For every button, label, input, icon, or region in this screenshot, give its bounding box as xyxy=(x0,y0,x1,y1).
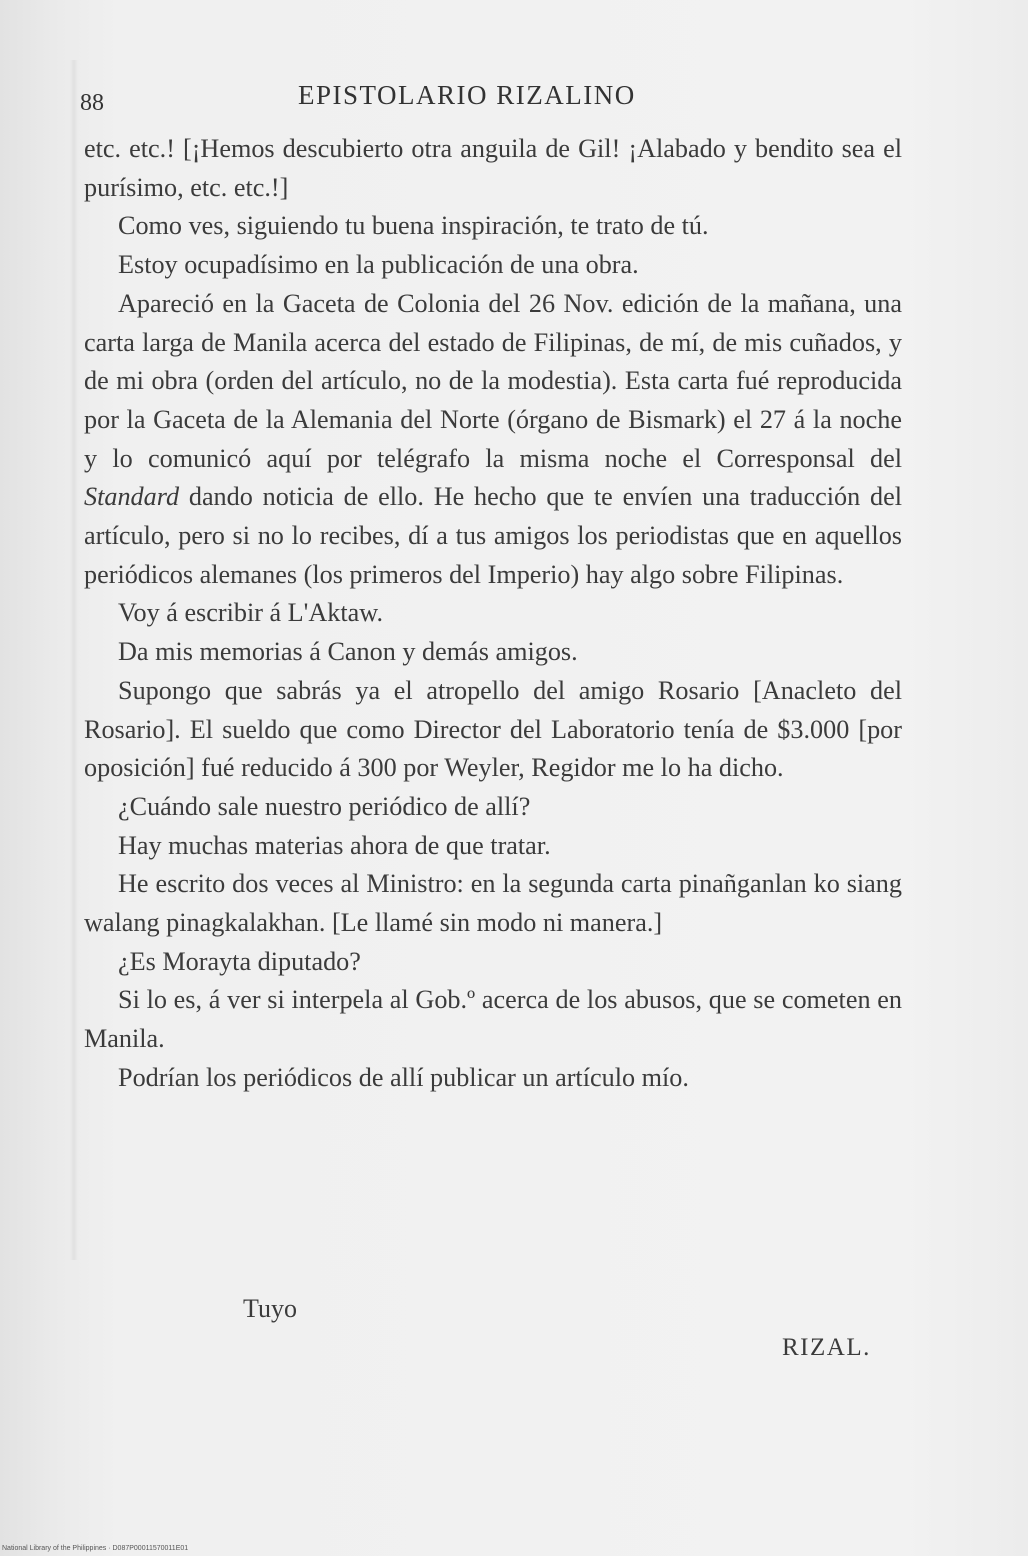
paragraph-3: Estoy ocupadísimo en la publicación de una obra. xyxy=(118,250,639,280)
page-header xyxy=(80,80,900,120)
scan-footer: National Library of the Philippines · D087P00011570011E01 xyxy=(2,1545,189,1552)
running-title: EPISTOLARIO RIZALINO xyxy=(298,80,636,110)
paragraph-13: Podrían los periódicos de allí publicar un artículo mío. xyxy=(118,1062,689,1092)
paragraph-2: Como ves, siguiendo tu buena inspiración, te trato de tú. xyxy=(118,211,709,241)
paragraph-7: Supongo que sabrás ya el atropello del amigo Rosario [Anacleto del Rosario]. El sueldo que como Director del Laboratorio tenía de $3.000 [por oposición] fué reducido á 300 por Weyler, Regidor me lo ha dicho. xyxy=(84,675,902,783)
letter-body xyxy=(84,130,902,1098)
paragraph-9: Hay muchas materias ahora de que tratar. xyxy=(118,830,551,860)
paragraph-12: Si lo es, á ver si interpela al Gob.º acerca de los abusos, que se cometen en Manila. xyxy=(84,985,902,1054)
paragraph-4-part-2: dando noticia de ello. He hecho que te envíen una traducción del artículo, pero si no lo recibes, dí a tus amigos los periodistas que en aquellos periódicos alemanes (los primeros del Imperio) hay algo sobre Filipinas. xyxy=(84,482,902,589)
newspaper-title-standard: Standard xyxy=(84,482,180,512)
paragraph-5: Voy á escribir á L'Aktaw. xyxy=(118,598,384,628)
letter-closing: Tuyo xyxy=(243,1294,297,1323)
paragraph-11: ¿Es Morayta diputado? xyxy=(118,946,361,976)
page-spine-shadow xyxy=(70,60,78,1260)
paragraph-4-part-1: Apareció en la Gaceta de Colonia del 26 Nov. edición de la mañana, una carta larga de Manila acerca del estado de Filipinas, de mí, de mis cuñados, y de mi obra (orden del artículo, no de la modestia). Esta carta fué reproducida por la Gaceta de la Alemania del Norte (órgano de Bismark) el 27 á la noche y lo comunicó aquí por telégrafo la misma noche el Corresponsal del xyxy=(84,288,902,473)
paragraph-6: Da mis memorias á Canon y demás amigos. xyxy=(118,637,578,667)
paragraph-4 xyxy=(84,285,902,595)
paragraph-10: He escrito dos veces al Ministro: en la segunda carta pinañganlan ko siang walang pinagkalakhan. [Le llamé sin modo ni manera.] xyxy=(84,869,902,938)
letter-signature: RIZAL. xyxy=(782,1334,871,1361)
page-number: 88 xyxy=(80,90,104,116)
paragraph-8: ¿Cuándo sale nuestro periódico de allí? xyxy=(118,791,531,821)
paragraph-1: etc. etc.! [¡Hemos descubierto otra anguila de Gil! ¡Alabado y bendito sea el purísimo, etc. etc.!] xyxy=(84,134,902,202)
